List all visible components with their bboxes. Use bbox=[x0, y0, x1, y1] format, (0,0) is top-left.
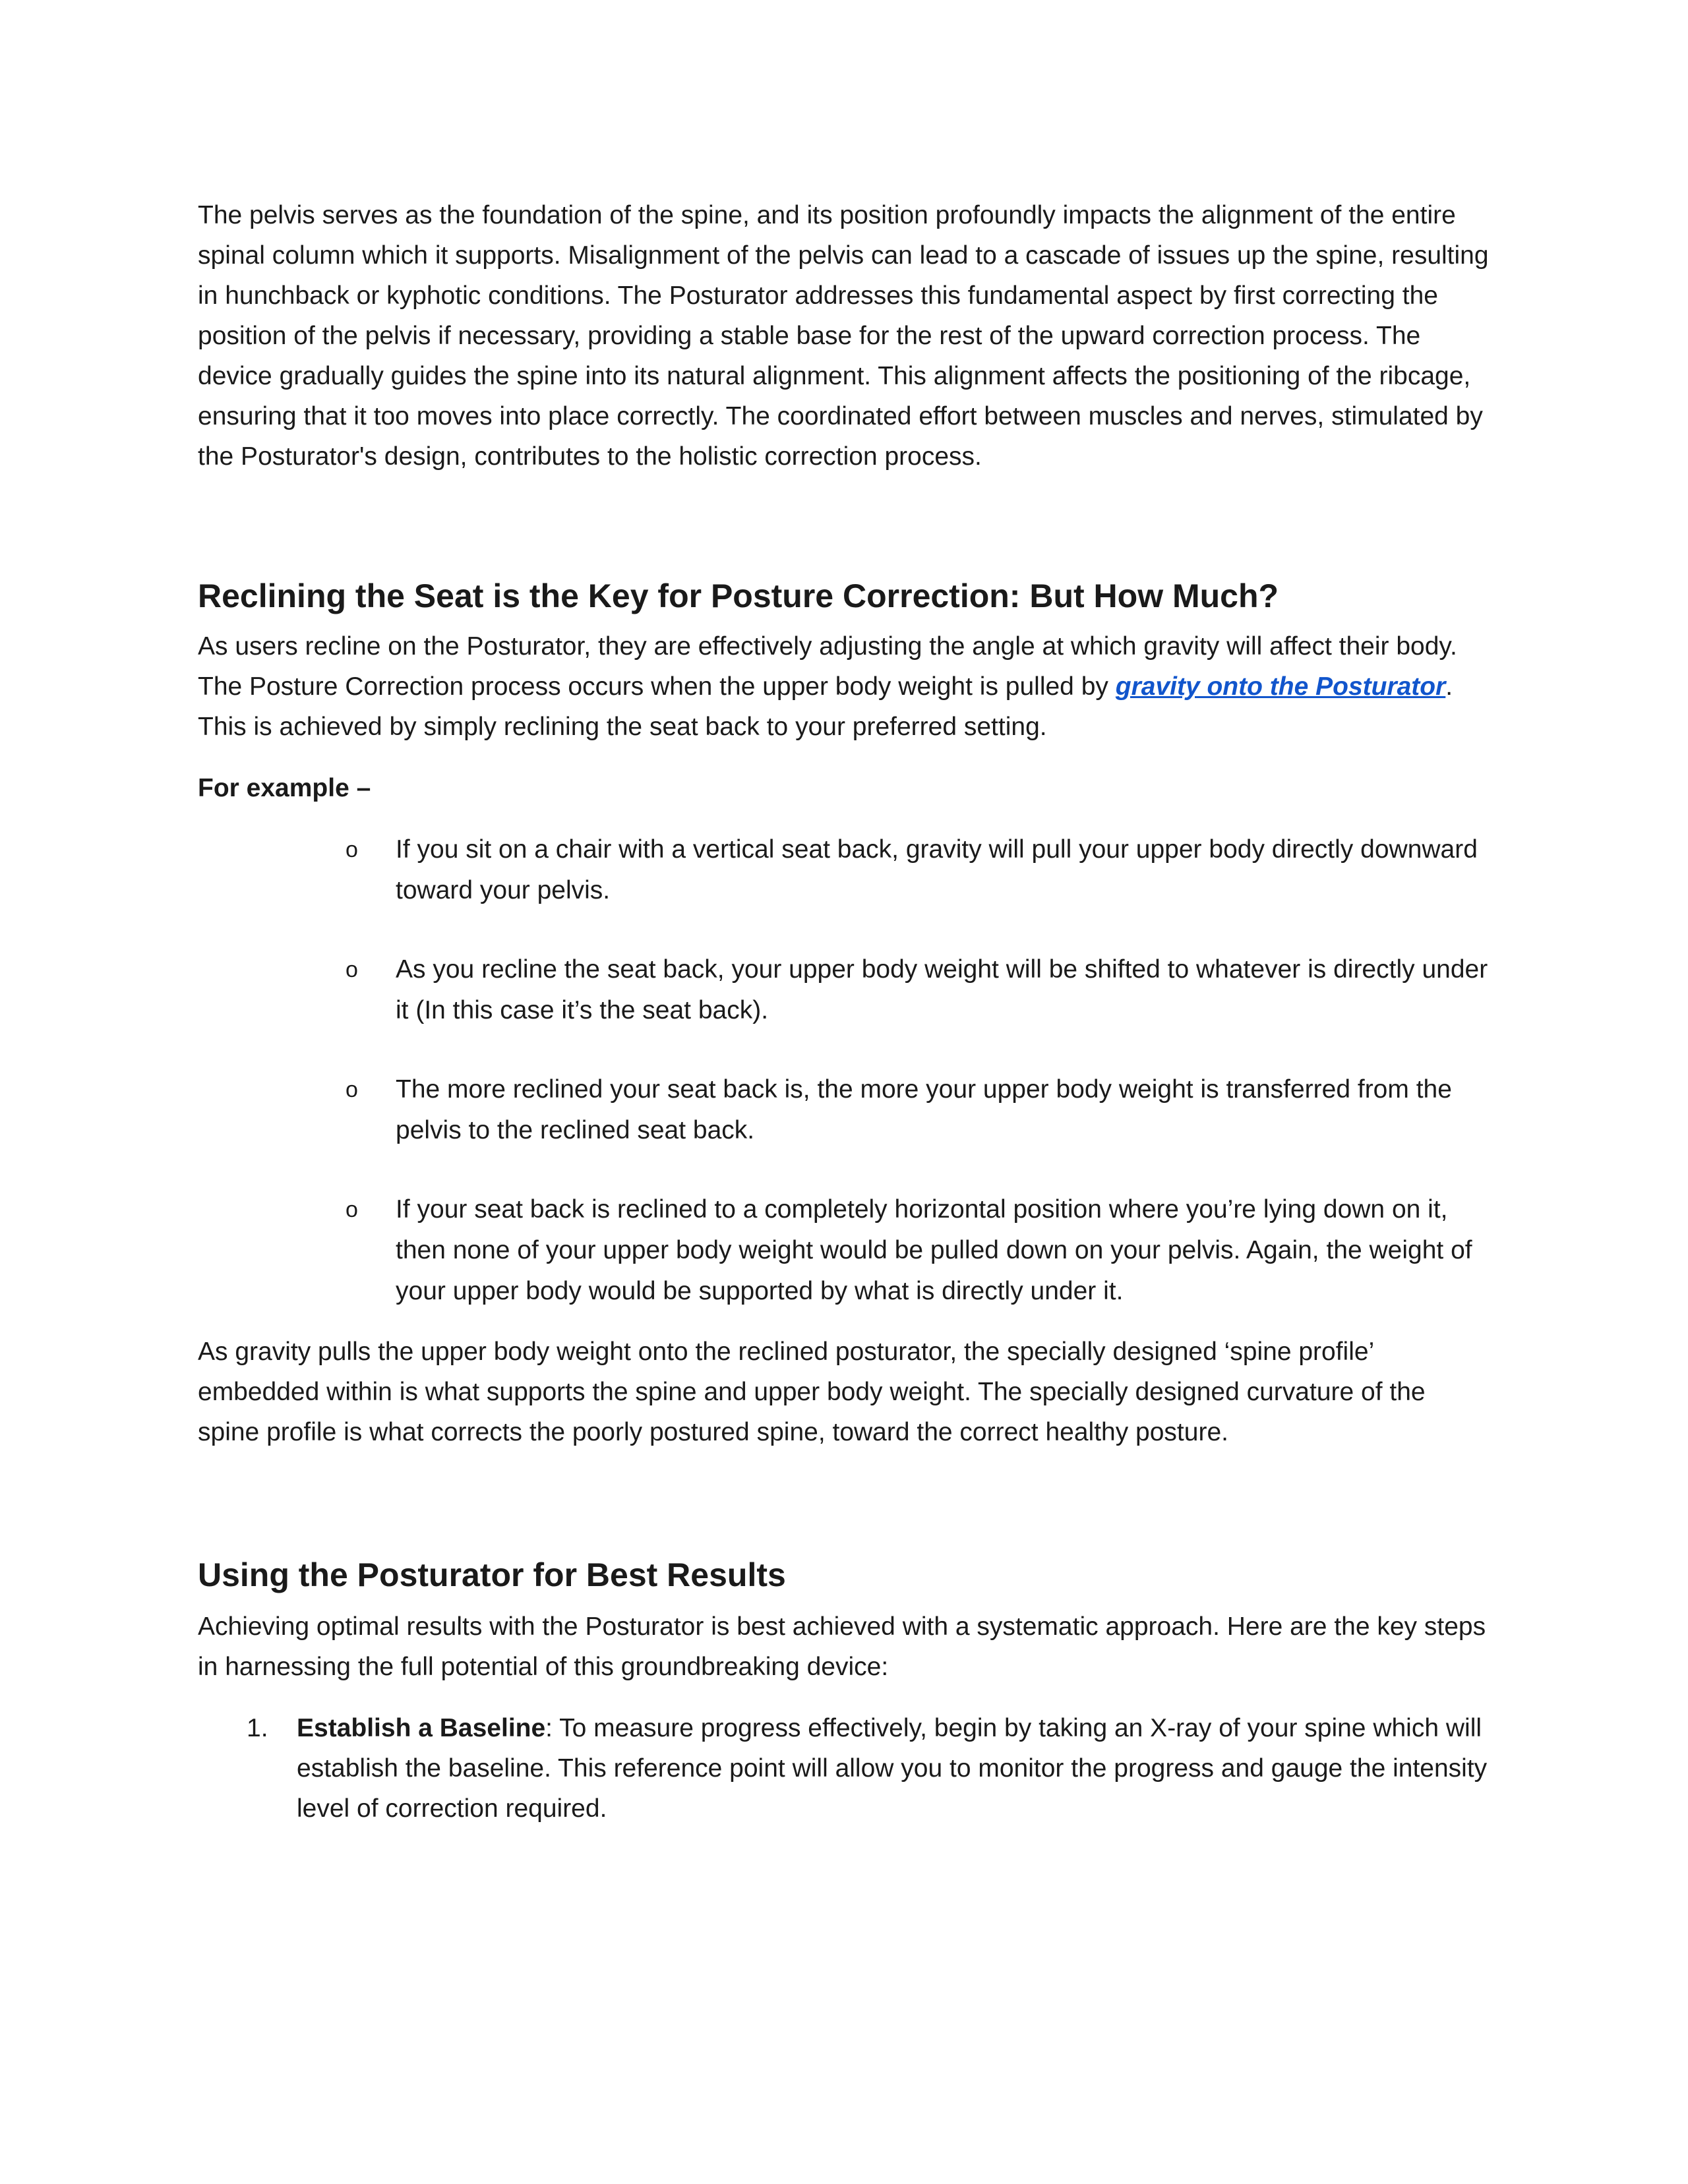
list-item-text: The more reclined your seat back is, the more your upper body weight is transferred from the pelvis to the reclined seat back. bbox=[396, 1075, 1452, 1144]
bullet-marker: o bbox=[346, 957, 358, 982]
step-term: Establish a Baseline bbox=[297, 1714, 546, 1742]
list-item bbox=[198, 1189, 1490, 1312]
section-heading-best-results: Using the Posturator for Best Results bbox=[198, 1556, 786, 1593]
closing-paragraph: As gravity pulls the upper body weight onto the reclined posturator, the specially designed ‘spine profile’ embedded within is what supports the spine and upper body weight. The specially designed curvature of the spine profile is what corrects the poorly postured spine, toward the correct healthy posture. bbox=[198, 1338, 1426, 1446]
example-bullet-list bbox=[198, 829, 1490, 1312]
reclining-paragraph-text-end: . This is achieved by simply reclining the seat back to your preferred setting. bbox=[198, 672, 1453, 741]
intro-paragraph: The pelvis serves as the foundation of the spine, and its position profoundly impacts the alignment of the entire spinal column which it supports. Misalignment of the pelvis can lead to a cascade of issues up the spine, resulting in hunchback or kyphotic conditions. The Posturator addresses this fundamental aspect by first correcting the position of the pelvis if necessary, providing a stable base for the rest of the upward correction process. The device gradually guides the spine into its natural alignment. This alignment affects the positioning of the ribcage, ensuring that it too moves into place correctly. The coordinated effort between muscles and nerves, stimulated by the Posturator's design, contributes to the holistic correction process. bbox=[198, 201, 1489, 471]
example-label: For example – bbox=[198, 774, 371, 802]
gravity-onto-posturator-link[interactable]: gravity onto the Posturator bbox=[1115, 672, 1446, 701]
bullet-marker: o bbox=[346, 1197, 358, 1222]
step-item bbox=[198, 1708, 1490, 1829]
step-text: : To measure progress effectively, begin by taking an X-ray of your spine which will establish the baseline. This reference point will allow you to monitor the progress and gauge the intensity level of correction required. bbox=[297, 1714, 1488, 1823]
list-item bbox=[198, 949, 1490, 1031]
bullet-marker: o bbox=[346, 1077, 358, 1102]
steps-list bbox=[198, 1708, 1490, 1829]
list-item-text: As you recline the seat back, your upper body weight will be shifted to whatever is directly under it (In this case it’s the seat back). bbox=[396, 955, 1488, 1024]
document-page bbox=[198, 195, 1490, 1829]
list-item-text: If you sit on a chair with a vertical seat back, gravity will pull your upper body directly downward toward your pelvis. bbox=[396, 835, 1478, 904]
best-results-intro: Achieving optimal results with the Posturator is best achieved with a systematic approach. Here are the key steps in harnessing the full potential of this groundbreaking device: bbox=[198, 1612, 1486, 1681]
reclining-paragraph-text-start: As users recline on the Posturator, they are effectively adjusting the angle at which gravity will affect their body. The Posture Correction process occurs when the upper body weight is pulled by bbox=[198, 632, 1457, 701]
list-item-text: If your seat back is reclined to a completely horizontal position where you’re lying down on it, then none of your upper body weight would be pulled down on your pelvis. Again, the weight of your upper body would be supported by what is directly under it. bbox=[396, 1195, 1472, 1305]
section-heading-reclining: Reclining the Seat is the Key for Posture Correction: But How Much? bbox=[198, 577, 1279, 614]
list-item bbox=[198, 1069, 1490, 1151]
step-number: 1. bbox=[247, 1714, 268, 1742]
list-item bbox=[198, 829, 1490, 911]
reclining-paragraph bbox=[198, 626, 1490, 747]
bullet-marker: o bbox=[346, 837, 358, 862]
